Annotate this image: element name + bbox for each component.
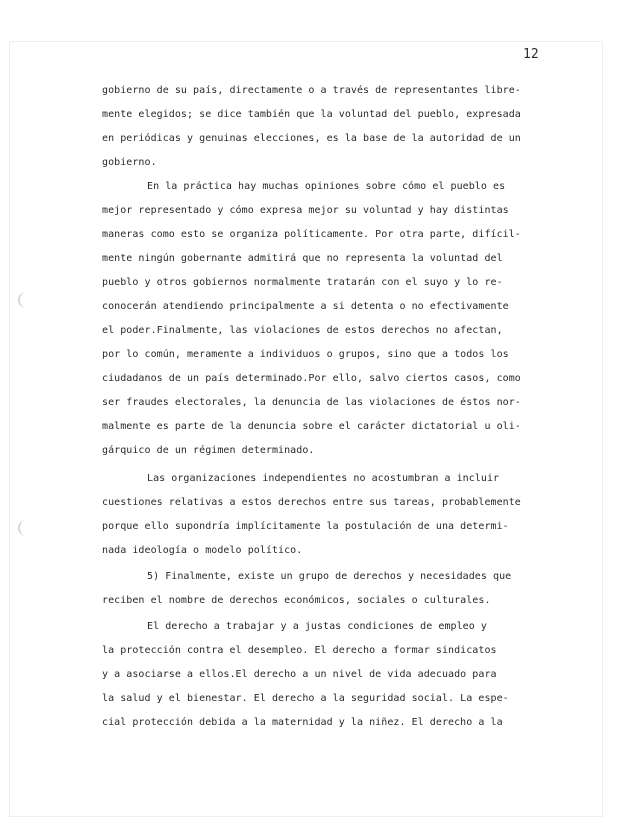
document-page (10, 42, 602, 816)
text-line: maneras como esto se organiza políticamente. Por otra parte, difícil- (102, 229, 521, 240)
text-line: la protección contra el desempleo. El derecho a formar sindicatos (102, 645, 497, 656)
text-line: gobierno de su país, directamente o a través de representantes libre- (102, 85, 521, 96)
text-line: porque ello supondría implícitamente la postulación de una determi- (102, 521, 509, 532)
text-line: nada ideología o modelo político. (102, 545, 303, 556)
paragraph-first-line: 5) Finalmente, existe un grupo de derechos y necesidades que (147, 571, 512, 582)
text-line: conocerán atendiendo principalmente a si detenta o no efectivamente (102, 301, 509, 312)
page-number: 12 (523, 47, 539, 62)
text-line: malmente es parte de la denuncia sobre el carácter dictatorial u oli- (102, 421, 521, 432)
text-line: la salud y el bienestar. El derecho a la seguridad social. La espe- (102, 693, 509, 704)
text-line: y a asociarse a ellos.El derecho a un nivel de vida adecuado para (102, 669, 497, 680)
text-line: reciben el nombre de derechos económicos, sociales o culturales. (102, 595, 491, 606)
text-line: mente ningún gobernante admitirá que no representa la voluntad del (102, 253, 503, 264)
text-line: gárquico de un régimen determinado. (102, 445, 315, 456)
paragraph-first-line: El derecho a trabajar y a justas condiciones de empleo y (147, 621, 487, 632)
punch-hole-mark (18, 292, 30, 308)
text-line: mente elegidos; se dice también que la voluntad del pueblo, expresada (102, 109, 521, 120)
text-line: mejor representado y cómo expresa mejor su voluntad y hay distintas (102, 205, 509, 216)
text-line: ser fraudes electorales, la denuncia de las violaciones de éstos nor- (102, 397, 521, 408)
text-line: el poder.Finalmente, las violaciones de estos derechos no afectan, (102, 325, 503, 336)
paragraph-first-line: En la práctica hay muchas opiniones sobre cómo el pueblo es (147, 181, 506, 192)
paragraph-first-line: Las organizaciones independientes no acostumbran a incluir (147, 473, 500, 484)
text-line: por lo común, meramente a individuos o grupos, sino que a todos los (102, 349, 509, 360)
text-line: gobierno. (102, 157, 157, 168)
punch-hole-mark (18, 520, 30, 536)
text-line: en periódicas y genuinas elecciones, es la base de la autoridad de un (102, 133, 521, 144)
text-line: pueblo y otros gobiernos normalmente tratarán con el suyo y lo re- (102, 277, 503, 288)
text-line: cuestiones relativas a estos derechos entre sus tareas, probablemente (102, 497, 521, 508)
text-line: cial protección debida a la maternidad y la niñez. El derecho a la (102, 717, 503, 728)
text-line: ciudadanos de un país determinado.Por ello, salvo ciertos casos, como (102, 373, 521, 384)
